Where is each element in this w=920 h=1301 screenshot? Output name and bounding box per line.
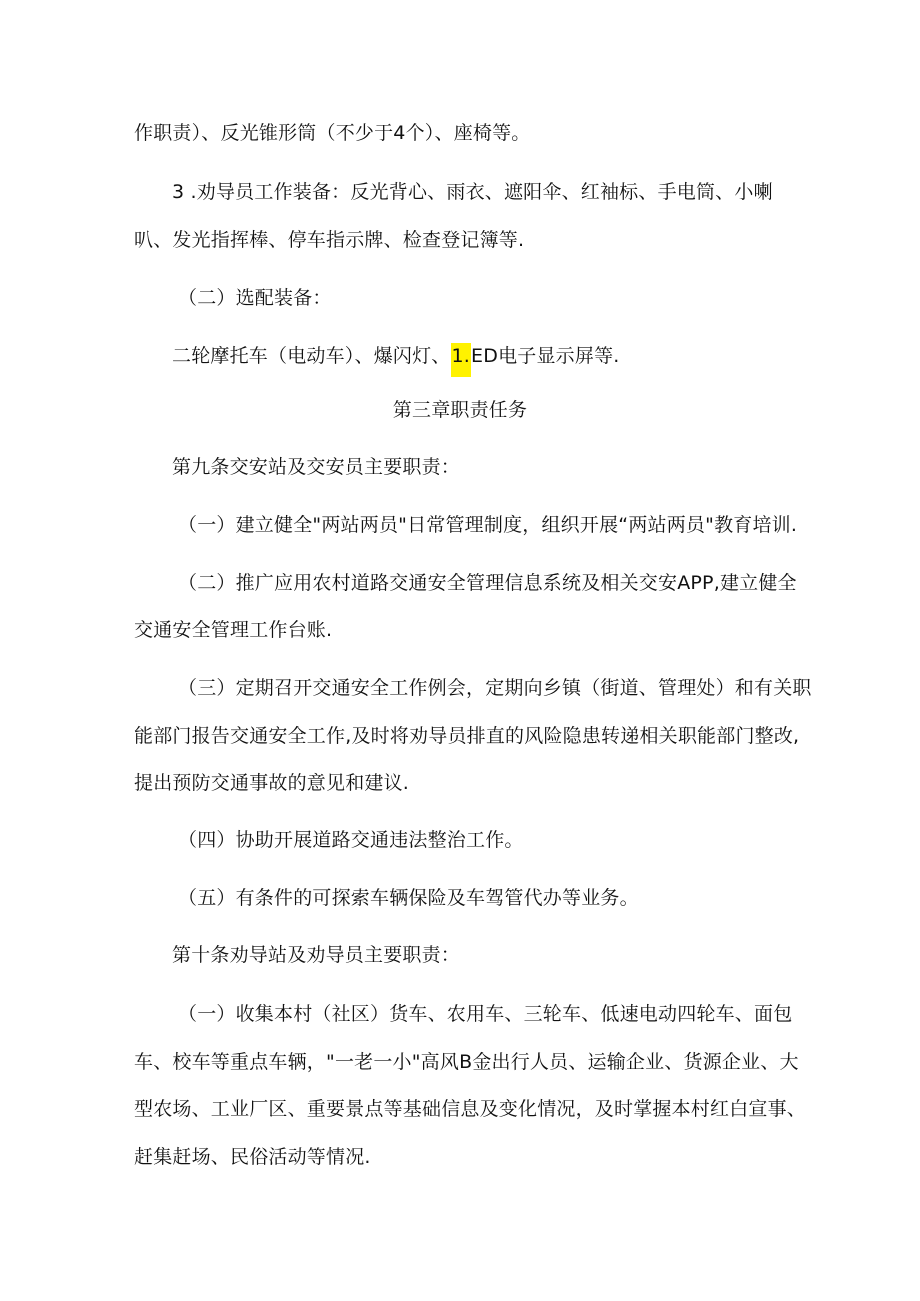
highlighted-text: 1.	[451, 343, 472, 377]
chapter-title: 第三章职责任务	[392, 399, 528, 421]
paragraph-line: 型农场、工业厂区、重要景点等基础信息及变化情况，及时掌握本村红白宣事、	[134, 1098, 807, 1120]
paragraph-line: 交通安全管理工作台账.	[134, 619, 333, 641]
paragraph-line: 提出预防交通事故的意见和建议.	[134, 772, 410, 794]
paragraph-line	[172, 344, 620, 368]
paragraph-line: （五）有条件的可探索车辆保险及车驾管代办等业务。	[178, 887, 639, 909]
paragraph-line: 叭、发光指挥棒、停车指示牌、检查登记簿等.	[134, 229, 525, 251]
paragraph-line: （一）建立健全"两站两员"日常管理制度，组织开展“两站两员"教育培训.	[178, 514, 798, 536]
paragraph-line: 车、校车等重点车辆，"一老一小"高风B金出行人员、运输企业、货源企业、大	[134, 1051, 799, 1073]
text-segment: 二轮摩托车（电动车）、爆闪灯、	[172, 345, 451, 367]
paragraph-line: （二）推广应用农村道路交通安全管理信息系统及相关交安APP,建立健全	[178, 572, 797, 594]
paragraph-line: 3 .劝导员工作装备：反光背心、雨衣、遮阳伞、红袖标、手电筒、小喇	[172, 181, 773, 203]
paragraph-line: （一）收集本村（社区）货车、农用车、三轮车、低速电动四轮车、面包	[178, 1003, 793, 1025]
section-heading: （二）选配装备：	[178, 287, 332, 309]
article-heading: 第九条交安站及交安员主要职责：	[172, 456, 461, 478]
paragraph-line: 赶集赶场、民俗活动等情况.	[134, 1146, 371, 1168]
paragraph-line: （四）协助开展道路交通违法整治工作。	[178, 829, 524, 851]
text-segment: ED电子显示屏等.	[471, 345, 620, 367]
article-heading: 第十条劝导站及劝导员主要职责：	[172, 944, 461, 966]
paragraph-line: （三）定期召开交通安全工作例会，定期向乡镇（街道、管理处）和有关职	[178, 677, 812, 699]
paragraph-line: 作职责）、反光锥形筒（不少于4个）、座椅等。	[134, 122, 531, 144]
paragraph-line: 能部门报告交通安全工作,及时将劝导员排直的风险隐患转递相关职能部门整改,	[134, 725, 800, 747]
